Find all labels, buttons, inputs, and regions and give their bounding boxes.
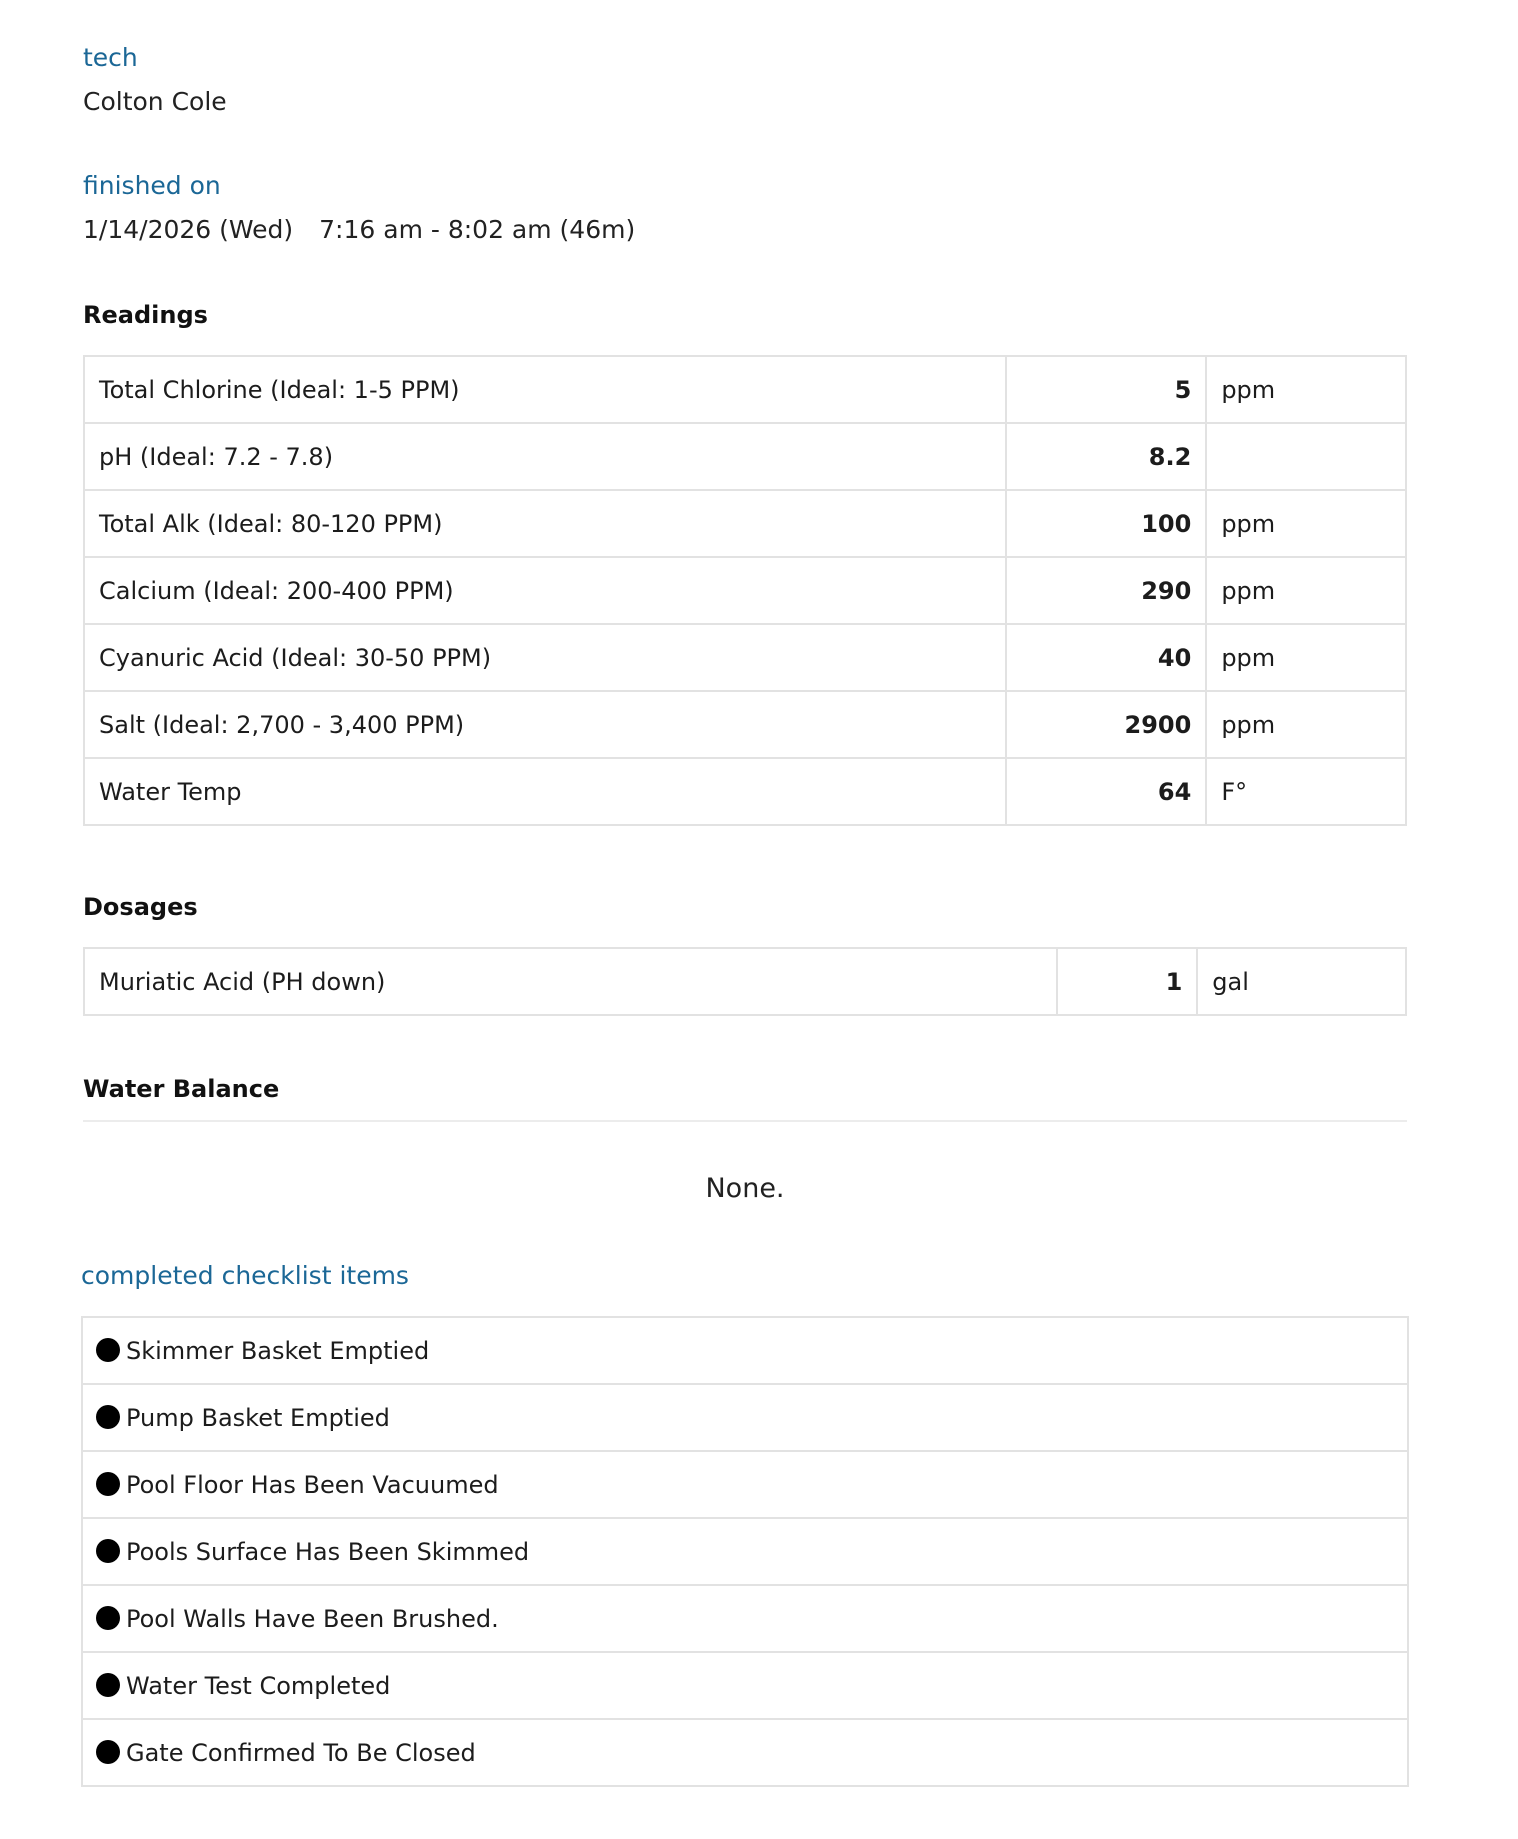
reading-name: Calcium (Ideal: 200-400 PPM) [84, 557, 1006, 624]
reading-unit: ppm [1206, 624, 1406, 691]
list-item [82, 1317, 1408, 1384]
reading-name: Cyanuric Acid (Ideal: 30-50 PPM) [84, 624, 1006, 691]
reading-unit: ppm [1206, 356, 1406, 423]
reading-unit: ppm [1206, 691, 1406, 758]
reading-value: 64 [1006, 758, 1207, 825]
list-item [82, 1518, 1408, 1585]
checklist-table [81, 1316, 1409, 1787]
bullet-circle-icon [96, 1338, 120, 1362]
reading-name: Water Temp [84, 758, 1006, 825]
checklist-item-label: Skimmer Basket Emptied [126, 1336, 430, 1365]
readings-title: Readings [83, 301, 208, 329]
bullet-circle-icon [96, 1472, 120, 1496]
dosage-unit: gal [1197, 948, 1406, 1015]
table-row [84, 691, 1406, 758]
checklist-item-label: Pool Floor Has Been Vacuumed [126, 1470, 499, 1499]
bullet-circle-icon [96, 1539, 120, 1563]
reading-value: 100 [1006, 490, 1207, 557]
reading-value: 2900 [1006, 691, 1207, 758]
table-row [84, 490, 1406, 557]
reading-unit: ppm [1206, 557, 1406, 624]
reading-name: Total Chlorine (Ideal: 1-5 PPM) [84, 356, 1006, 423]
table-row [84, 423, 1406, 490]
reading-unit: ppm [1206, 490, 1406, 557]
water-balance-title: Water Balance [83, 1075, 280, 1103]
readings-table [83, 355, 1407, 826]
reading-name: Salt (Ideal: 2,700 - 3,400 PPM) [84, 691, 1006, 758]
water-balance-divider [83, 1120, 1407, 1122]
list-item [82, 1451, 1408, 1518]
reading-value: 5 [1006, 356, 1207, 423]
dosages-title: Dosages [83, 893, 198, 921]
finished-date: 1/14/2026 (Wed) [83, 215, 294, 244]
tech-name: Colton Cole [83, 87, 227, 116]
reading-value: 40 [1006, 624, 1207, 691]
checklist-item-label: Pools Surface Has Been Skimmed [126, 1537, 530, 1566]
checklist-item-label: Gate Confirmed To Be Closed [126, 1738, 476, 1767]
bullet-circle-icon [96, 1606, 120, 1630]
checklist-item-label: Water Test Completed [126, 1671, 391, 1700]
table-row [84, 356, 1406, 423]
bullet-circle-icon [96, 1405, 120, 1429]
table-row [84, 948, 1406, 1015]
list-item [82, 1652, 1408, 1719]
dosage-value: 1 [1057, 948, 1198, 1015]
reading-name: Total Alk (Ideal: 80-120 PPM) [84, 490, 1006, 557]
table-row [84, 557, 1406, 624]
finished-on-label: finished on [83, 171, 221, 200]
finished-time-range: 7:16 am - 8:02 am (46m) [319, 215, 636, 244]
finished-datetime [83, 215, 635, 244]
tech-label: tech [83, 43, 138, 72]
bullet-circle-icon [96, 1740, 120, 1764]
reading-unit [1206, 423, 1406, 490]
reading-unit: F° [1206, 758, 1406, 825]
list-item [82, 1719, 1408, 1786]
reading-value: 290 [1006, 557, 1207, 624]
checklist-item-label: Pool Walls Have Been Brushed. [126, 1604, 499, 1633]
table-row [84, 624, 1406, 691]
reading-name: pH (Ideal: 7.2 - 7.8) [84, 423, 1006, 490]
list-item [82, 1585, 1408, 1652]
dosages-table [83, 947, 1407, 1016]
checklist-item-label: Pump Basket Emptied [126, 1403, 390, 1432]
dosage-name: Muriatic Acid (PH down) [84, 948, 1057, 1015]
table-row [84, 758, 1406, 825]
list-item [82, 1384, 1408, 1451]
reading-value: 8.2 [1006, 423, 1207, 490]
bullet-circle-icon [96, 1673, 120, 1697]
checklist-title: completed checklist items [81, 1261, 409, 1290]
water-balance-empty: None. [705, 1173, 785, 1204]
